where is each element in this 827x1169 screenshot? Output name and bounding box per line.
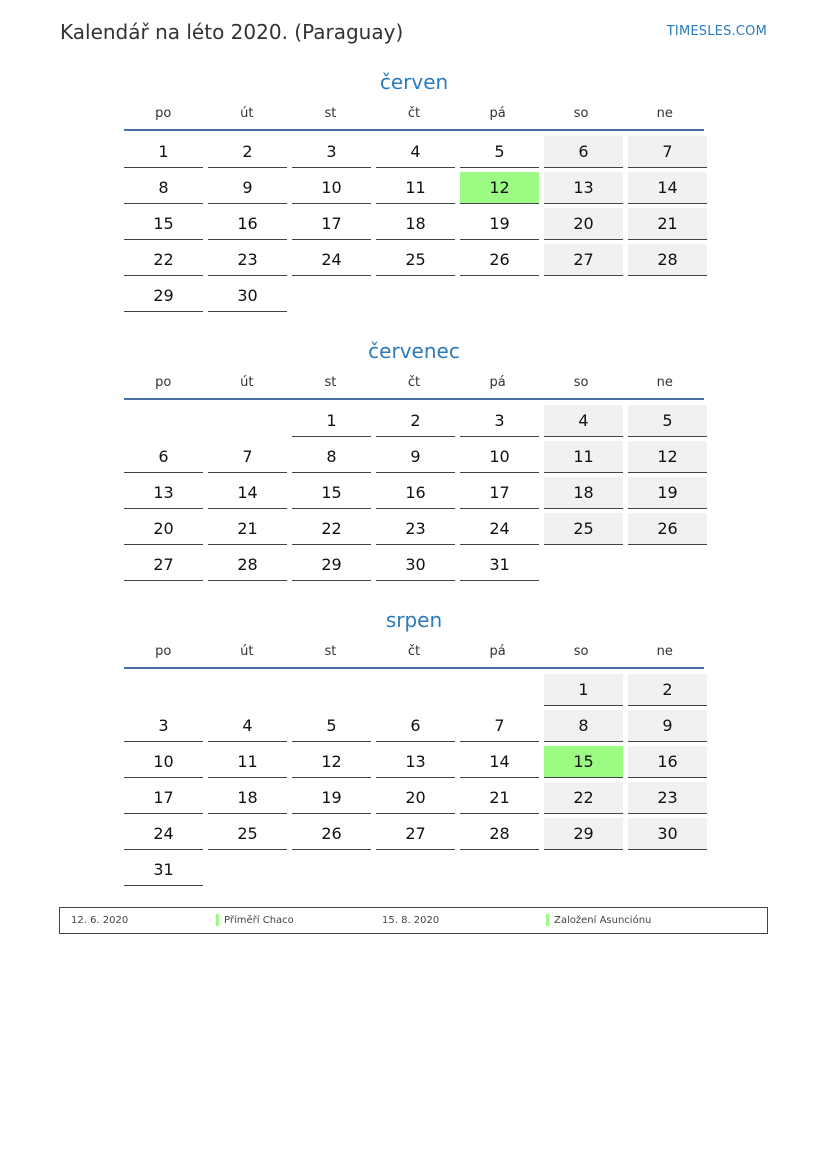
day-cell: 9 bbox=[208, 172, 287, 204]
day-cell: 23 bbox=[376, 513, 455, 545]
holiday-legend bbox=[59, 907, 768, 934]
day-cell: 8 bbox=[124, 172, 203, 204]
day-cell: 23 bbox=[628, 782, 707, 814]
legend-holiday-name: Příměří Chaco bbox=[224, 915, 294, 926]
day-cell: 2 bbox=[208, 136, 287, 168]
day-cell: 1 bbox=[544, 674, 623, 706]
holiday-day-cell: 15 bbox=[544, 746, 623, 778]
day-cell: 17 bbox=[124, 782, 203, 814]
day-cell: 28 bbox=[208, 549, 287, 581]
day-cell: 29 bbox=[544, 818, 623, 850]
weekday-label: út bbox=[240, 375, 254, 390]
day-cell: 22 bbox=[124, 244, 203, 276]
day-cell: 18 bbox=[208, 782, 287, 814]
day-cell: 26 bbox=[292, 818, 371, 850]
day-cell: 22 bbox=[292, 513, 371, 545]
day-cell: 26 bbox=[628, 513, 707, 545]
day-cell: 12 bbox=[292, 746, 371, 778]
weekday-label: čt bbox=[407, 106, 421, 121]
weekday-header bbox=[124, 372, 704, 400]
day-cell: 28 bbox=[460, 818, 539, 850]
day-cell: 18 bbox=[544, 477, 623, 509]
day-cell: 27 bbox=[376, 818, 455, 850]
brand-link[interactable]: TIMESLES.COM bbox=[666, 24, 767, 39]
day-cell: 16 bbox=[208, 208, 287, 240]
weekday-label: pá bbox=[489, 375, 506, 390]
weekday-label: so bbox=[573, 644, 589, 659]
weekday-label: ne bbox=[656, 644, 673, 659]
day-cell: 18 bbox=[376, 208, 455, 240]
day-cell: 3 bbox=[292, 136, 371, 168]
day-cell: 11 bbox=[208, 746, 287, 778]
legend-holiday-name: Založení Asunciónu bbox=[554, 915, 652, 926]
legend-date: 12. 6. 2020 bbox=[71, 915, 129, 926]
day-cell: 21 bbox=[628, 208, 707, 240]
day-cell: 1 bbox=[292, 405, 371, 437]
day-cell: 11 bbox=[544, 441, 623, 473]
day-cell: 11 bbox=[376, 172, 455, 204]
day-cell: 24 bbox=[460, 513, 539, 545]
day-cell: 9 bbox=[628, 710, 707, 742]
day-cell: 26 bbox=[460, 244, 539, 276]
month-july bbox=[124, 337, 704, 584]
page-title: Kalendář na léto 2020. (Paraguay) bbox=[60, 20, 404, 44]
day-cell: 8 bbox=[292, 441, 371, 473]
weekday-header bbox=[124, 641, 704, 669]
month-name: červenec bbox=[368, 339, 460, 363]
day-cell: 8 bbox=[544, 710, 623, 742]
day-cell: 4 bbox=[376, 136, 455, 168]
day-cell: 9 bbox=[376, 441, 455, 473]
day-cell: 7 bbox=[208, 441, 287, 473]
day-cell: 31 bbox=[460, 549, 539, 581]
day-grid bbox=[124, 673, 704, 889]
day-cell: 30 bbox=[208, 280, 287, 312]
day-cell: 25 bbox=[544, 513, 623, 545]
day-cell: 3 bbox=[460, 405, 539, 437]
day-cell: 3 bbox=[124, 710, 203, 742]
day-cell: 7 bbox=[460, 710, 539, 742]
weekday-label: po bbox=[155, 375, 172, 390]
day-cell: 15 bbox=[124, 208, 203, 240]
month-june bbox=[124, 68, 704, 315]
day-cell: 25 bbox=[376, 244, 455, 276]
day-cell: 19 bbox=[292, 782, 371, 814]
day-cell: 16 bbox=[628, 746, 707, 778]
weekday-label: po bbox=[155, 644, 172, 659]
holiday-marker-icon bbox=[546, 914, 549, 926]
day-cell: 20 bbox=[544, 208, 623, 240]
day-cell: 25 bbox=[208, 818, 287, 850]
weekday-label: čt bbox=[407, 375, 421, 390]
month-name: srpen bbox=[385, 608, 443, 632]
day-cell: 5 bbox=[460, 136, 539, 168]
day-cell: 4 bbox=[208, 710, 287, 742]
day-cell: 10 bbox=[292, 172, 371, 204]
day-cell: 10 bbox=[460, 441, 539, 473]
weekday-header bbox=[124, 103, 704, 131]
day-cell: 29 bbox=[292, 549, 371, 581]
day-cell: 30 bbox=[376, 549, 455, 581]
day-cell: 24 bbox=[292, 244, 371, 276]
day-cell: 31 bbox=[124, 854, 203, 886]
day-cell: 1 bbox=[124, 136, 203, 168]
weekday-label: st bbox=[324, 375, 337, 390]
weekday-label: pá bbox=[489, 106, 506, 121]
day-cell: 6 bbox=[544, 136, 623, 168]
empty-cell bbox=[208, 404, 287, 440]
weekday-label: ne bbox=[656, 375, 673, 390]
day-cell: 27 bbox=[124, 549, 203, 581]
day-cell: 19 bbox=[460, 208, 539, 240]
day-cell: 17 bbox=[292, 208, 371, 240]
weekday-label: čt bbox=[407, 644, 421, 659]
day-cell: 24 bbox=[124, 818, 203, 850]
weekday-label: st bbox=[324, 106, 337, 121]
day-cell: 12 bbox=[628, 441, 707, 473]
day-cell: 23 bbox=[208, 244, 287, 276]
day-cell: 16 bbox=[376, 477, 455, 509]
empty-cell bbox=[124, 673, 203, 709]
day-cell: 2 bbox=[628, 674, 707, 706]
weekday-label: pá bbox=[489, 644, 506, 659]
day-cell: 20 bbox=[124, 513, 203, 545]
day-grid bbox=[124, 135, 704, 315]
day-cell: 4 bbox=[544, 405, 623, 437]
day-cell: 27 bbox=[544, 244, 623, 276]
day-cell: 13 bbox=[544, 172, 623, 204]
day-cell: 10 bbox=[124, 746, 203, 778]
day-cell: 7 bbox=[628, 136, 707, 168]
day-cell: 5 bbox=[292, 710, 371, 742]
day-cell: 14 bbox=[460, 746, 539, 778]
holiday-day-cell: 12 bbox=[460, 172, 539, 204]
weekday-label: út bbox=[240, 644, 254, 659]
day-cell: 5 bbox=[628, 405, 707, 437]
day-cell: 14 bbox=[628, 172, 707, 204]
empty-cell bbox=[292, 673, 371, 709]
day-cell: 17 bbox=[460, 477, 539, 509]
holiday-marker-icon bbox=[216, 914, 219, 926]
weekday-label: po bbox=[155, 106, 172, 121]
weekday-label: ne bbox=[656, 106, 673, 121]
day-cell: 22 bbox=[544, 782, 623, 814]
weekday-label: so bbox=[573, 106, 589, 121]
empty-cell bbox=[124, 404, 203, 440]
day-grid bbox=[124, 404, 704, 584]
day-cell: 30 bbox=[628, 818, 707, 850]
day-cell: 19 bbox=[628, 477, 707, 509]
empty-cell bbox=[460, 673, 539, 709]
day-cell: 13 bbox=[124, 477, 203, 509]
weekday-label: út bbox=[240, 106, 254, 121]
day-cell: 6 bbox=[376, 710, 455, 742]
day-cell: 20 bbox=[376, 782, 455, 814]
day-cell: 2 bbox=[376, 405, 455, 437]
day-cell: 14 bbox=[208, 477, 287, 509]
month-august bbox=[124, 606, 704, 889]
day-cell: 15 bbox=[292, 477, 371, 509]
day-cell: 21 bbox=[460, 782, 539, 814]
day-cell: 29 bbox=[124, 280, 203, 312]
empty-cell bbox=[208, 673, 287, 709]
empty-cell bbox=[376, 673, 455, 709]
day-cell: 28 bbox=[628, 244, 707, 276]
day-cell: 6 bbox=[124, 441, 203, 473]
weekday-label: so bbox=[573, 375, 589, 390]
weekday-label: st bbox=[324, 644, 337, 659]
day-cell: 21 bbox=[208, 513, 287, 545]
day-cell: 13 bbox=[376, 746, 455, 778]
legend-date: 15. 8. 2020 bbox=[382, 915, 440, 926]
month-name: červen bbox=[379, 70, 449, 94]
